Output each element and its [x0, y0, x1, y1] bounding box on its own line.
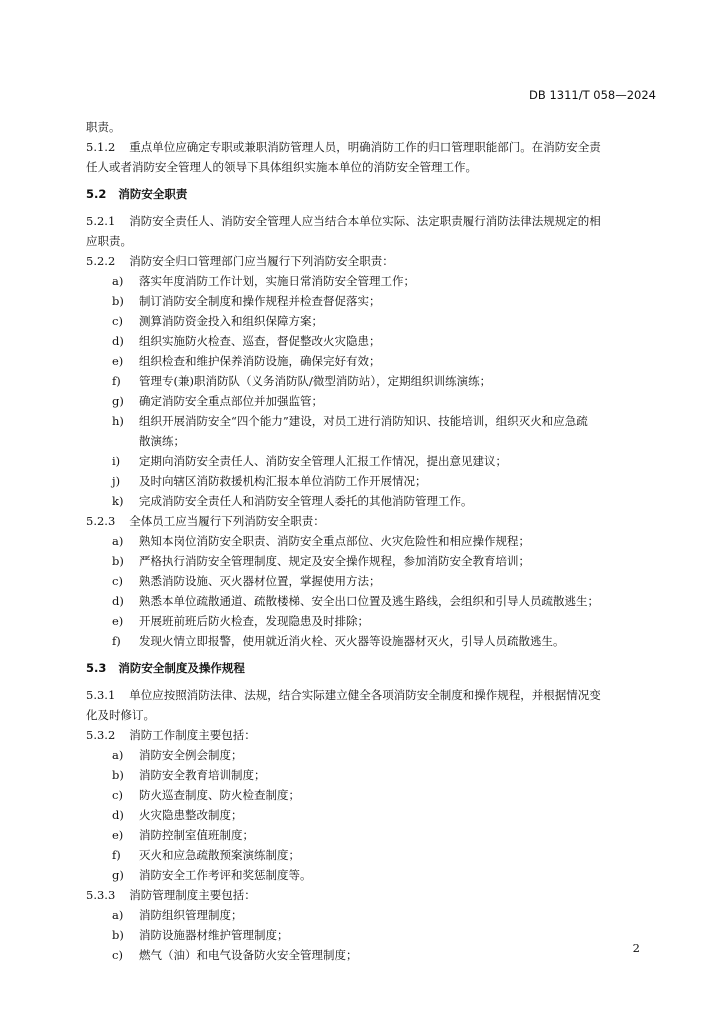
clause-number: 5.3.1 — [86, 688, 116, 702]
item-label: c) — [112, 788, 123, 802]
item-text: 消防安全教育培训制度； — [139, 768, 266, 782]
clause-number: 5.2.1 — [86, 214, 116, 228]
list-item — [86, 591, 657, 611]
list-item — [86, 865, 657, 885]
item-label: f) — [112, 848, 121, 862]
list-item — [86, 491, 657, 511]
item-text: 开展班前班后防火检查，发现隐患及时排除； — [139, 614, 369, 628]
clause-text-continuation: 任人或者消防安全管理人的领导下具体组织实施本单位的消防安全管理工作。 — [86, 160, 477, 174]
document-code: DB 1311/T 058—2024 — [529, 88, 656, 102]
clause-text: 消防管理制度主要包括： — [129, 888, 256, 902]
clause-text-continuation: 应职责。 — [86, 234, 132, 248]
item-label: j) — [112, 474, 121, 488]
item-text: 确定消防安全重点部位并加强监管； — [139, 394, 323, 408]
list-item — [86, 391, 657, 411]
list-item — [86, 351, 657, 371]
clause-text: 消防工作制度主要包括： — [129, 728, 256, 742]
list-item-continuation: 散演练； — [139, 434, 185, 448]
list-item — [86, 925, 657, 945]
item-label: d) — [112, 334, 124, 348]
item-text: 消防控制室值班制度； — [139, 828, 254, 842]
list-item — [86, 411, 657, 431]
list-item — [86, 451, 657, 471]
list-item — [86, 611, 657, 631]
item-text: 制订消防安全制度和操作规程并检查督促落实； — [139, 294, 381, 308]
clause-5-1-2 — [86, 137, 657, 157]
item-label: b) — [112, 554, 124, 568]
page-body — [86, 117, 657, 965]
clause-number: 5.2.2 — [86, 254, 116, 268]
clause-5-2-2 — [86, 251, 657, 271]
list-item — [86, 765, 657, 785]
clause-number: 5.3.3 — [86, 888, 116, 902]
item-label: e) — [112, 354, 124, 368]
clause-text: 重点单位应确定专职或兼职消防管理人员，明确消防工作的归口管理职能部门。在消防安全责 — [129, 140, 601, 154]
item-text: 熟悉本单位疏散通道、疏散楼梯、安全出口位置及逃生路线，会组织和引导人员疏散逃生； — [139, 594, 599, 608]
section-heading-5-2 — [86, 184, 657, 204]
paragraph-continuation: 职责。 — [86, 120, 121, 134]
list-item — [86, 371, 657, 391]
clause-number: 5.2.3 — [86, 514, 116, 528]
item-label: a) — [112, 908, 124, 922]
list-item — [86, 291, 657, 311]
item-text: 火灾隐患整改制度； — [139, 808, 243, 822]
section-title: 消防安全制度及操作规程 — [118, 661, 245, 675]
item-label: c) — [112, 314, 123, 328]
item-text: 熟知本岗位消防安全职责、消防安全重点部位、火灾危险性和相应操作规程； — [139, 534, 530, 548]
list-item — [86, 785, 657, 805]
item-label: a) — [112, 748, 124, 762]
rules-list-5-3-3 — [86, 905, 657, 965]
clause-text: 消防安全责任人、消防安全管理人应当结合本单位实际、法定职责履行消防法律法规规定的相 — [129, 214, 601, 228]
item-text: 组织检查和维护保养消防设施，确保完好有效； — [139, 354, 381, 368]
list-item — [86, 845, 657, 865]
item-text: 消防设施器材维护管理制度； — [139, 928, 289, 942]
item-label: g) — [112, 868, 124, 882]
item-text: 发现火情立即报警，使用就近消火栓、灭火器等设施器材灭火，引导人员疏散逃生。 — [139, 634, 565, 648]
item-text: 熟悉消防设施、灭火器材位置，掌握使用方法； — [139, 574, 381, 588]
duties-list-5-2-2 — [86, 271, 657, 511]
clause-5-3-2 — [86, 725, 657, 745]
clause-number: 5.1.2 — [86, 140, 116, 154]
list-item — [86, 531, 657, 551]
item-label: h) — [112, 414, 124, 428]
item-text: 燃气（油）和电气设备防火安全管理制度； — [139, 948, 358, 962]
item-label: c) — [112, 574, 123, 588]
item-text: 管理专(兼)职消防队（义务消防队/微型消防站），定期组织训练演练； — [139, 374, 492, 388]
item-text: 落实年度消防工作计划，实施日常消防安全管理工作； — [139, 274, 415, 288]
item-text: 消防安全工作考评和奖惩制度等。 — [139, 868, 312, 882]
item-label: d) — [112, 808, 124, 822]
item-label: a) — [112, 274, 124, 288]
list-item — [86, 551, 657, 571]
clause-text: 消防安全归口管理部门应当履行下列消防安全职责： — [129, 254, 394, 268]
item-label: i) — [112, 454, 121, 468]
clause-5-3-1 — [86, 685, 657, 705]
clause-text: 全体员工应当履行下列消防安全职责： — [129, 514, 325, 528]
clause-5-3-3 — [86, 885, 657, 905]
item-label: e) — [112, 828, 124, 842]
clause-number: 5.3.2 — [86, 728, 116, 742]
list-item — [86, 745, 657, 765]
item-label: b) — [112, 294, 124, 308]
list-item — [86, 905, 657, 925]
list-item — [86, 571, 657, 591]
item-text: 防火巡查制度、防火检查制度； — [139, 788, 300, 802]
item-text: 消防组织管理制度； — [139, 908, 243, 922]
list-item — [86, 805, 657, 825]
page-number: 2 — [632, 941, 640, 955]
list-item — [86, 945, 657, 965]
item-label: b) — [112, 928, 124, 942]
list-item — [86, 331, 657, 351]
item-label: f) — [112, 634, 121, 648]
list-item — [86, 825, 657, 845]
list-item — [86, 631, 657, 651]
item-label: c) — [112, 948, 123, 962]
item-text: 定期向消防安全责任人、消防安全管理人汇报工作情况，提出意见建议； — [139, 454, 507, 468]
clause-5-2-3 — [86, 511, 657, 531]
rules-list-5-3-2 — [86, 745, 657, 885]
list-item — [86, 471, 657, 491]
clause-text-continuation: 化及时修订。 — [86, 708, 155, 722]
section-title: 消防安全职责 — [118, 187, 188, 201]
duties-list-5-2-3 — [86, 531, 657, 651]
item-text: 完成消防安全责任人和消防安全管理人委托的其他消防管理工作。 — [139, 494, 473, 508]
section-heading-5-3 — [86, 658, 657, 678]
item-text: 组织实施防火检查、巡查，督促整改火灾隐患； — [139, 334, 381, 348]
list-item — [86, 271, 657, 291]
item-text: 灭火和应急疏散预案演练制度； — [139, 848, 300, 862]
item-label: e) — [112, 614, 124, 628]
item-label: k) — [112, 494, 124, 508]
item-label: a) — [112, 534, 124, 548]
clause-text: 单位应按照消防法律、法规，结合实际建立健全各项消防安全制度和操作规程，并根据情况变 — [129, 688, 601, 702]
list-item — [86, 311, 657, 331]
item-label: b) — [112, 768, 124, 782]
clause-5-2-1 — [86, 211, 657, 231]
item-label: g) — [112, 394, 124, 408]
item-text: 严格执行消防安全管理制度、规定及安全操作规程，参加消防安全教育培训； — [139, 554, 530, 568]
item-text: 消防安全例会制度； — [139, 748, 243, 762]
item-text: 组织开展消防安全“四个能力”建设，对员工进行消防知识、技能培训，组织灭火和应急疏 — [139, 414, 588, 428]
item-label: f) — [112, 374, 121, 388]
item-text: 及时向辖区消防救援机构汇报本单位消防工作开展情况； — [139, 474, 427, 488]
item-label: d) — [112, 594, 124, 608]
section-number: 5.2 — [86, 187, 107, 201]
section-number: 5.3 — [86, 661, 107, 675]
item-text: 测算消防资金投入和组织保障方案； — [139, 314, 323, 328]
